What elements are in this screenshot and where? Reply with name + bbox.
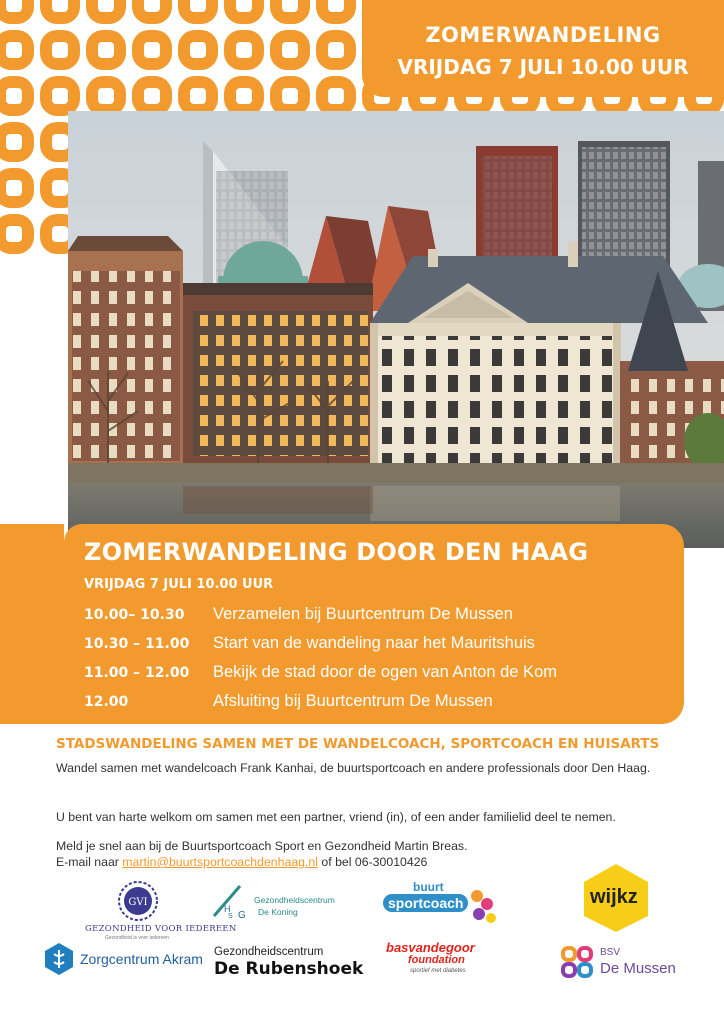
gvi-logo xyxy=(85,880,237,941)
contact-suffix: of bel 06-30010426 xyxy=(317,855,428,869)
basvan-name: basvandegoor xyxy=(386,940,475,955)
info-paragraph-1: Wandel samen met wandelcoach Frank Kanhai, de buurtsportcoach en andere professionals door Den Haag. xyxy=(56,761,651,775)
rubens-name-1: Gezondheidscentrum xyxy=(214,946,324,958)
schedule-row xyxy=(84,629,557,658)
buurt-text: buurt xyxy=(413,880,444,894)
de-koning-name-1: Gezondheidscentrum xyxy=(254,895,335,905)
event-panel xyxy=(64,524,684,724)
de-koning-emblem-icon xyxy=(210,882,250,920)
ghs-initial-h: H xyxy=(224,904,231,914)
pattern-tile-hole xyxy=(52,226,68,242)
wijkz-logo xyxy=(580,862,652,934)
pattern-tile-hole xyxy=(236,88,252,104)
basvan-foundation: foundation xyxy=(408,954,465,966)
ghs-initial-s: S xyxy=(228,913,233,920)
bsv-name: De Mussen xyxy=(600,960,676,977)
banner-date: VRIJDAG 7 JULI 10.00 UUR xyxy=(397,55,689,79)
pattern-tile-hole xyxy=(190,42,206,58)
event-title: ZOMERWANDELING DOOR DEN HAAG xyxy=(84,538,589,566)
rubens-name-2: De Rubenshoek xyxy=(214,959,364,979)
schedule-row xyxy=(84,658,557,687)
pattern-tile-hole xyxy=(190,0,206,12)
info-paragraph-2: U bent van harte welkom om samen met een partner, vriend (in), of een ander familielid deel te nemen. xyxy=(56,810,616,824)
contact-prefix: E-mail naar xyxy=(56,855,123,869)
banner-title: ZOMERWANDELING xyxy=(425,23,661,47)
pattern-tile-hole xyxy=(98,0,114,12)
pattern-tile-hole xyxy=(144,88,160,104)
de-rubenshoek-logo xyxy=(214,946,374,980)
pattern-tile-hole xyxy=(6,180,22,196)
pattern-tile-hole xyxy=(236,42,252,58)
pattern-tile-hole xyxy=(52,134,68,150)
info-heading: STADSWANDELING SAMEN MET DE WANDELCOACH, SPORTCOACH EN HUISARTS xyxy=(56,736,660,752)
pattern-tile-hole xyxy=(144,42,160,58)
schedule-time: 10.00– 10.30 xyxy=(84,606,185,623)
akram-hexagon-icon xyxy=(44,942,74,976)
sportcoach-text: sportcoach xyxy=(383,894,468,912)
zorgcentrum-akram-logo xyxy=(44,942,214,978)
gvi-initials: GVI xyxy=(128,897,148,908)
schedule-row xyxy=(84,687,557,716)
basvan-tagline: sportief met diabetes xyxy=(410,968,466,974)
pattern-tile-hole xyxy=(6,88,22,104)
schedule-desc: Afsluiting bij Buurtcentrum De Mussen xyxy=(213,692,493,710)
schedule-time: 10.30 – 11.00 xyxy=(84,635,190,652)
pattern-tile-hole xyxy=(52,42,68,58)
pattern-tile-hole xyxy=(6,42,22,58)
schedule-list xyxy=(84,600,557,716)
pattern-tile-hole xyxy=(282,88,298,104)
schedule-desc: Bekijk de stad door de ogen van Anton de Kom xyxy=(213,663,557,681)
de-koning-logo xyxy=(210,882,350,922)
pattern-tile-hole xyxy=(98,42,114,58)
email-link[interactable]: martin@buurtsportcoachdenhaag.nl xyxy=(122,855,318,869)
pattern-tile-hole xyxy=(282,0,298,12)
pattern-tile-hole xyxy=(236,0,252,12)
pattern-tile-hole xyxy=(52,180,68,196)
pattern-tile-hole xyxy=(52,0,68,12)
pattern-tile-hole xyxy=(282,42,298,58)
pattern-tile-hole xyxy=(52,88,68,104)
pattern-tile-hole xyxy=(328,42,344,58)
bsv-de-mussen-logo xyxy=(560,945,685,981)
schedule-time: 11.00 – 12.00 xyxy=(84,664,190,681)
pattern-tile-hole xyxy=(6,226,22,242)
gvi-emblem-icon xyxy=(100,880,210,922)
schedule-time: 12.00 xyxy=(84,693,129,710)
pattern-tile-hole xyxy=(144,0,160,12)
ghs-initial-g: G xyxy=(238,910,246,920)
signup-line: Meld je snel aan bij de Buurtsportcoach Sport en Gezondheid Martin Breas. xyxy=(56,839,468,853)
mauritshuis-photo xyxy=(68,111,724,548)
wijkz-text: wijkz xyxy=(590,886,638,908)
schedule-row xyxy=(84,600,557,629)
event-date: VRIJDAG 7 JULI 10.00 UUR xyxy=(84,577,274,592)
schedule-desc: Verzamelen bij Buurtcentrum De Mussen xyxy=(213,605,513,623)
basvandegoor-logo xyxy=(386,940,501,980)
top-banner xyxy=(362,0,724,97)
pattern-tile-hole xyxy=(98,88,114,104)
pattern-tile-hole xyxy=(328,88,344,104)
sportcoach-swirl-icon xyxy=(467,886,497,926)
de-koning-name-2: De Koning xyxy=(258,907,298,917)
gvi-tagline: Gezondheid is voor iedereen xyxy=(105,935,169,941)
schedule-desc: Start van de wandeling naar het Mauritshuis xyxy=(213,634,535,652)
info-paragraph-3 xyxy=(56,838,656,870)
gvi-name: GEZONDHEID VOOR IEDEREEN xyxy=(85,924,237,934)
akram-name: Zorgcentrum Akram xyxy=(80,951,203,967)
bsv-label: BSV xyxy=(600,947,621,958)
bsv-clover-icon xyxy=(560,945,594,979)
panel-left-fill xyxy=(0,524,64,724)
pattern-tile-hole xyxy=(6,134,22,150)
pattern-tile-hole xyxy=(328,0,344,12)
pattern-tile-hole xyxy=(6,0,22,12)
contact-line xyxy=(56,854,656,870)
buurtsportcoach-logo xyxy=(383,880,498,928)
pattern-tile-hole xyxy=(190,88,206,104)
